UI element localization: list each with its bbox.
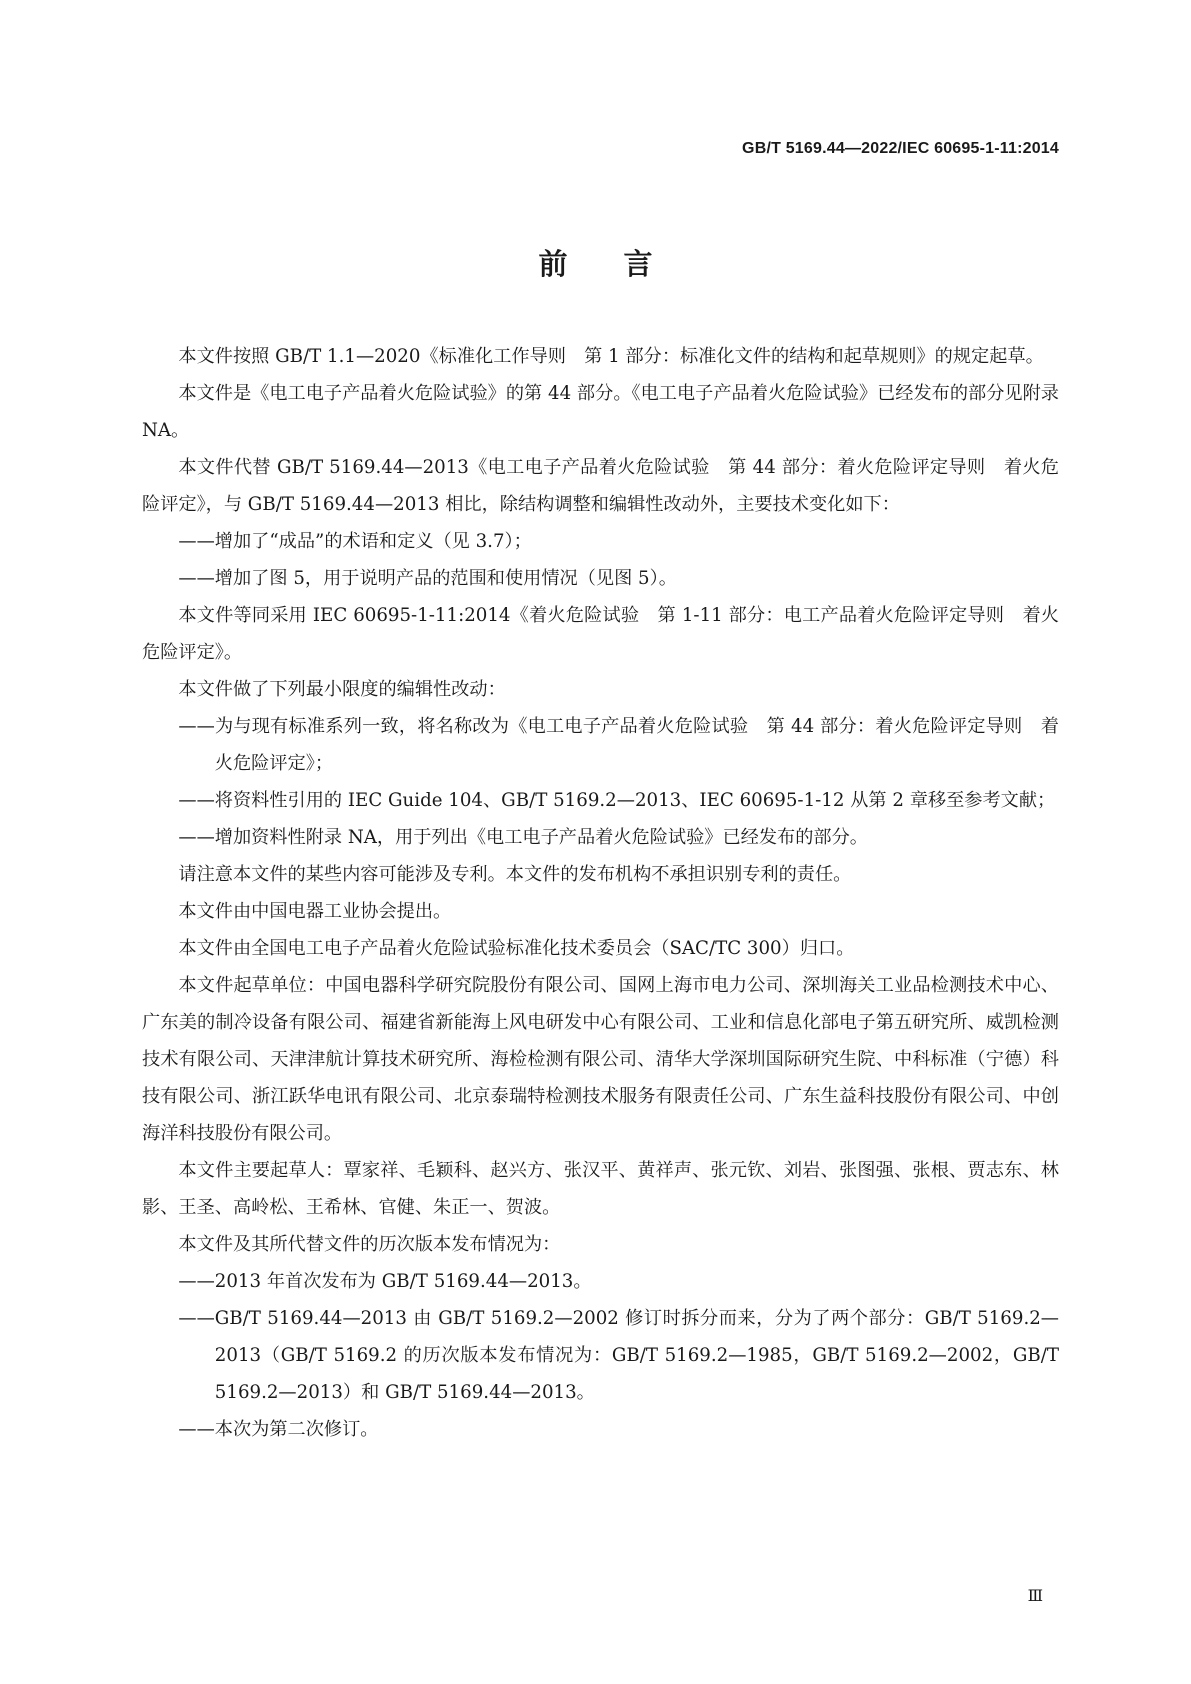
- paragraph-drafters: 本文件主要起草人：覃家祥、毛颖科、赵兴方、张汉平、黄祥声、张元钦、刘岩、张图强、张根、贾志东、林影、王圣、高岭松、王希林、官健、朱正一、贺波。: [142, 1160, 1059, 1218]
- paragraph-version-history: 本文件及其所代替文件的历次版本发布情况为：: [178, 1234, 561, 1255]
- dash-item-second-revision: ——本次为第二次修订。: [178, 1419, 379, 1440]
- dash-item-figure-5: ——增加了图 5，用于说明产品的范围和使用情况（见图 5）。: [178, 568, 677, 589]
- paragraph-proposed-by: 本文件由中国电器工业协会提出。: [178, 901, 452, 922]
- paragraph-drafting-organizations: 本文件起草单位：中国电器科学研究院股份有限公司、国网上海市电力公司、深圳海关工业品检测技术中心、广东美的制冷设备有限公司、福建省新能海上风电研发中心有限公司、工业和信息化部电子第五研究所、威凯检测技术有限公司、天津津航计算技术研究所、海检检测有限公司、清华大学深圳国际研究生院、中科标准（宁德）科技有限公司、浙江跃华电讯有限公司、北京泰瑞特检测技术服务有限责任公司、广东生益科技股份有限公司、中创海洋科技股份有限公司。: [142, 975, 1059, 1144]
- dash-item-annex-na: ——增加资料性附录 NA，用于列出《电工电子产品着火危险试验》已经发布的部分。: [178, 827, 868, 848]
- page-number: Ⅲ: [1027, 1588, 1043, 1605]
- paragraph-technical-committee: 本文件由全国电工电子产品着火危险试验标准化技术委员会（SAC/TC 300）归口。: [178, 938, 855, 959]
- dash-item-references-moved: ——将资料性引用的 IEC Guide 104、GB/T 5169.2—2013、IEC 60695-1-12 从第 2 章移至参考文献；: [178, 790, 1056, 811]
- paragraph-editorial-changes: 本文件做了下列最小限度的编辑性改动：: [178, 679, 506, 700]
- paragraph-patent-notice: 请注意本文件的某些内容可能涉及专利。本文件的发布机构不承担识别专利的责任。: [178, 864, 852, 885]
- dash-item-finished-product: ——增加了“成品”的术语和定义（见 3.7）；: [178, 531, 532, 552]
- dash-item-split-history: ——GB/T 5169.44—2013 由 GB/T 5169.2—2002 修订时拆分而来，分为了两个部分：GB/T 5169.2—2013（GB/T 5169.2 的历次版本发布情况为：GB/T 5169.2—1985，GB/T 5169.2—2002，GB/T 5169.2—2013）和 GB/T 5169.44—2013。: [178, 1308, 1059, 1403]
- standard-number: GB/T 5169.44—2022/IEC 60695-1-11:2014: [742, 140, 1059, 157]
- dash-item-first-issue: ——2013 年首次发布为 GB/T 5169.44—2013。: [178, 1271, 592, 1292]
- dash-item-rename: ——为与现有标准系列一致，将名称改为《电工电子产品着火危险试验 第 44 部分：着火危险评定导则 着火危险评定》；: [178, 716, 1059, 774]
- paragraph-drafting-rules: 本文件按照 GB/T 1.1—2020《标准化工作导则 第 1 部分：标准化文件的结构和起草规则》的规定起草。: [178, 346, 1044, 367]
- paragraph-part-44: 本文件是《电工电子产品着火危险试验》的第 44 部分。《电工电子产品着火危险试验》已经发布的部分见附录 NA。: [142, 383, 1059, 441]
- paragraph-replaces: 本文件代替 GB/T 5169.44—2013《电工电子产品着火危险试验 第 44 部分：着火危险评定导则 着火危险评定》，与 GB/T 5169.44—2013 相比，除结构调整和编辑性改动外，主要技术变化如下：: [142, 457, 1059, 515]
- paragraph-identical-adoption: 本文件等同采用 IEC 60695-1-11:2014《着火危险试验 第 1-11 部分：电工产品着火危险评定导则 着火危险评定》。: [142, 605, 1059, 663]
- page-title: 前言: [538, 247, 709, 281]
- foreword-body: [142, 338, 1059, 1448]
